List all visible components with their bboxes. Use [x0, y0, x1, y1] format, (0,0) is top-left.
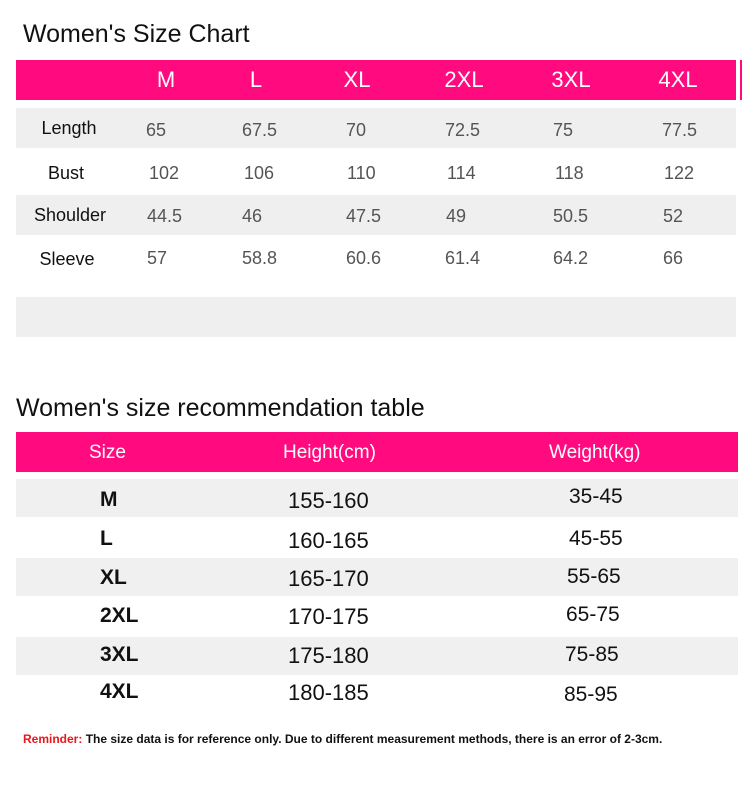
cell-value: 60.6	[346, 248, 382, 268]
cell-value: 65	[146, 120, 167, 140]
size-header-xl: XL	[343, 67, 371, 92]
table-row	[16, 637, 738, 675]
cell-value: 75	[553, 120, 574, 140]
size-header-2xl: 2XL	[444, 67, 484, 92]
weight-cell: 45-55	[569, 527, 623, 550]
height-cell: 170-175	[288, 604, 369, 629]
table-row-bust	[16, 153, 736, 193]
weight-cell: 35-45	[569, 485, 623, 508]
recommendation-title: Women's size recommendation table	[16, 394, 425, 422]
cell-value: 46	[242, 206, 263, 226]
table-row-empty	[16, 297, 736, 337]
cell-value: 110	[347, 163, 376, 183]
row-label: Sleeve	[39, 249, 95, 269]
row-label: Bust	[47, 163, 85, 183]
table-row-shoulder	[16, 195, 736, 235]
size-header-4xl: 4XL	[658, 67, 698, 92]
cell-value: 50.5	[553, 206, 589, 226]
reminder-label: Reminder:	[23, 732, 83, 746]
cell-value: 58.8	[242, 248, 278, 268]
reminder-text: The size data is for reference only. Due to different measurement methods, there is an error of 2-3cm.	[85, 732, 663, 746]
table-row-sleeve	[16, 239, 736, 279]
table-row	[16, 479, 738, 517]
table-row	[16, 597, 738, 635]
weight-cell: 75-85	[565, 643, 619, 666]
cell-value: 102	[149, 163, 180, 183]
header-height: Height(cm)	[283, 442, 376, 463]
size-header-3xl: 3XL	[551, 67, 591, 92]
size-cell: L	[100, 527, 113, 550]
height-cell: 180-185	[288, 680, 369, 705]
size-cell: 4XL	[100, 680, 139, 703]
table-row	[16, 675, 738, 713]
row-label: Length	[41, 118, 97, 138]
header-weight: Weight(kg)	[549, 442, 641, 463]
cell-value: 47.5	[346, 206, 382, 226]
cell-value: 49	[446, 206, 467, 226]
header-size: Size	[89, 442, 126, 463]
cell-value: 70	[346, 120, 367, 140]
weight-cell: 55-65	[567, 565, 621, 588]
size-header-m: M	[156, 67, 176, 92]
size-cell: M	[100, 488, 118, 511]
cell-value: 118	[555, 163, 584, 183]
cell-value: 44.5	[147, 206, 183, 226]
size-cell: XL	[100, 566, 127, 589]
size-cell: 3XL	[100, 643, 139, 666]
row-label: Shoulder	[33, 205, 107, 225]
cell-value: 57	[147, 248, 168, 268]
height-cell: 165-170	[288, 566, 369, 591]
table-row-length	[16, 108, 736, 148]
cell-value: 72.5	[445, 120, 481, 140]
cell-value: 67.5	[242, 120, 278, 140]
table-row	[16, 558, 738, 596]
size-chart-title: Women's Size Chart	[23, 20, 250, 48]
cell-value: 61.4	[445, 248, 481, 268]
cell-value: 106	[244, 163, 275, 183]
cell-value: 114	[447, 163, 476, 183]
cell-value: 52	[663, 206, 684, 226]
size-chart-header	[16, 60, 736, 100]
cell-value: 122	[664, 163, 695, 183]
height-cell: 160-165	[288, 528, 369, 553]
weight-cell: 65-75	[566, 603, 620, 626]
height-cell: 155-160	[288, 488, 369, 513]
table-row	[16, 520, 738, 558]
cell-value: 64.2	[553, 248, 589, 268]
size-cell: 2XL	[100, 604, 139, 627]
size-header-l: L	[249, 67, 263, 92]
header-edge-divider	[740, 60, 742, 100]
reminder-note	[23, 732, 662, 746]
recommendation-header	[16, 432, 738, 472]
weight-cell: 85-95	[564, 683, 618, 706]
cell-value: 66	[663, 248, 684, 268]
height-cell: 175-180	[288, 643, 369, 668]
cell-value: 77.5	[662, 120, 698, 140]
